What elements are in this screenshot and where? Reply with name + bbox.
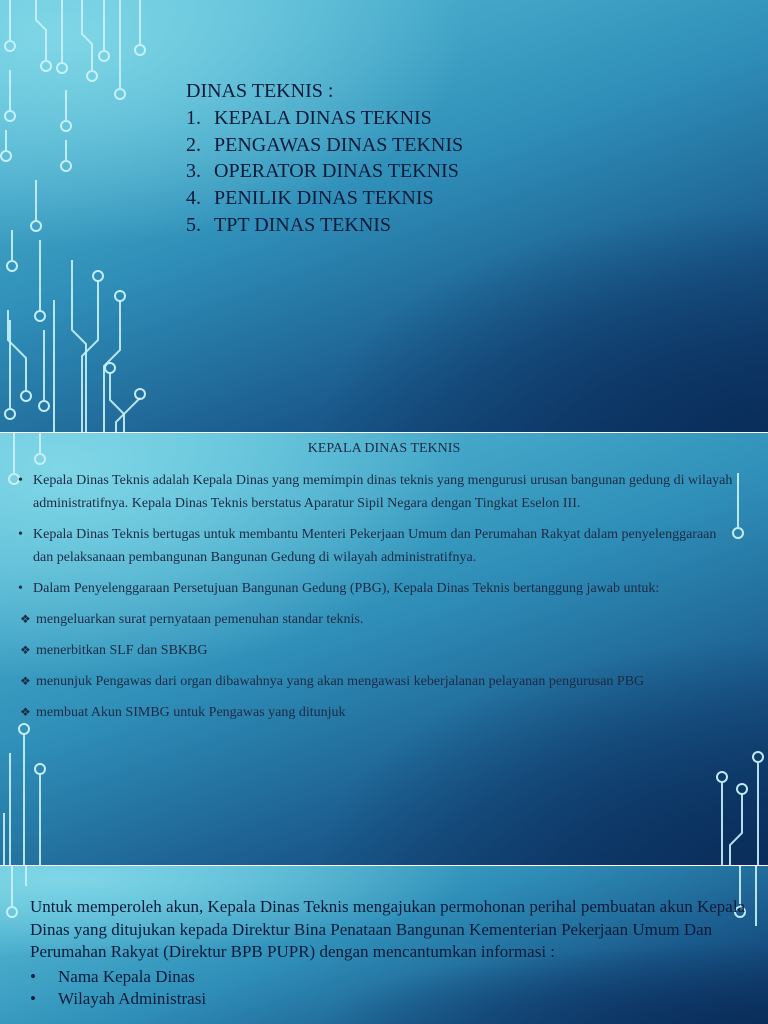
list-label: OPERATOR DINAS TEKNIS: [214, 160, 459, 183]
diamond-bullet-icon: ❖: [20, 643, 31, 657]
diamond-bullet-icon: ❖: [20, 705, 31, 719]
list-label: PENGAWAS DINAS TEKNIS: [214, 133, 464, 156]
list-heading: DINAS TEKNIS :: [186, 80, 334, 102]
bullet-text: Dalam Penyelenggaraan Persetujuan Bangunan Gedung (PBG), Kepala Dinas Teknis bertanggung jawab untuk:: [33, 581, 660, 596]
list-number: 5.: [186, 213, 201, 236]
bullet-item: [18, 469, 738, 515]
bullet-item: [18, 577, 738, 600]
bullet-text: Kepala Dinas Teknis adalah Kepala Dinas yang memimpin dinas teknis yang mengurusi urusan bangunan gedung di wilayah administratifnya. Kepala Dinas Teknis berstatus Aparatur Sipil Negara dengan Tingkat Eselon III.: [33, 473, 733, 511]
list-label: KEPALA DINAS TEKNIS: [214, 106, 432, 129]
list-label: TPT DINAS TEKNIS: [214, 213, 392, 236]
slide-2: [0, 433, 768, 865]
list-number: 3.: [186, 160, 201, 183]
slide-title: KEPALA DINAS TEKNIS: [307, 441, 461, 456]
list-number: 2.: [186, 133, 201, 156]
slide-1: [0, 0, 768, 432]
diamond-bullet-icon: ❖: [20, 674, 31, 688]
list-item: [186, 212, 486, 239]
list-item: [186, 132, 486, 159]
sub-bullet-item: [20, 670, 738, 693]
info-list: [30, 966, 750, 1011]
diamond-bullet-icon: ❖: [20, 612, 31, 626]
slide-content: [18, 469, 738, 732]
sub-bullet-item: [20, 608, 738, 631]
bullet-icon: •: [18, 473, 23, 488]
bullet-icon: •: [30, 966, 36, 986]
bullet-text: Kepala Dinas Teknis bertugas untuk membantu Menteri Pekerjaan Umum dan Perumahan Rakyat dalam penyelenggaraan dan pelaksanaan pembangunan Bangunan Gedung di wilayah administratifnya.: [33, 527, 717, 565]
list-item: [186, 185, 486, 212]
list-item: [186, 158, 486, 185]
sub-bullet-text: membuat Akun SIMBG untuk Pengawas yang ditunjuk: [36, 705, 346, 720]
list-number: 4.: [186, 187, 201, 210]
sub-bullet-item: [20, 639, 738, 662]
list-label: Wilayah Administrasi: [58, 989, 207, 1009]
sub-bullet-item: [20, 701, 738, 724]
sub-bullet-text: menerbitkan SLF dan SBKBG: [36, 643, 208, 658]
slide-content: [30, 896, 750, 1011]
list-number: 1.: [186, 106, 201, 129]
bullet-item: [18, 523, 738, 569]
sub-bullet-text: menunjuk Pengawas dari organ dibawahnya yang akan mengawasi keberjalanan pelayanan pengurusan PBG: [36, 674, 645, 689]
sub-bullet-text: mengeluarkan surat pernyataan pemenuhan standar teknis.: [36, 612, 364, 627]
list-item: [30, 988, 750, 1011]
bullet-icon: •: [18, 581, 23, 596]
bullet-icon: •: [30, 989, 36, 1009]
slide-3: [0, 866, 768, 1024]
intro-paragraph: Untuk memperoleh akun, Kepala Dinas Teknis mengajukan permohonan perihal pembuatan akun Kepala Dinas yang ditujukan kepada Direktur Bina Penataan Bangunan Kementerian Pekerjaan Umum Dan Perumahan Rakyat (Direktur BPB PUPR) dengan mencantumkan informasi :: [30, 897, 746, 962]
list-label: PENILIK DINAS TEKNIS: [214, 187, 434, 210]
list-item: [186, 105, 486, 132]
list-label: Nama Kepala Dinas: [58, 966, 195, 986]
bullet-icon: •: [18, 527, 23, 542]
list-item: [30, 966, 750, 989]
dinas-teknis-list: [186, 78, 486, 239]
